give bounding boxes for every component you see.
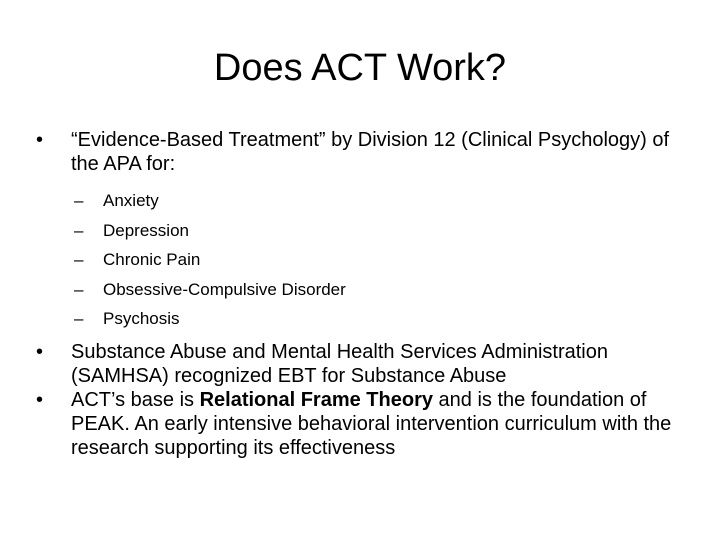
sub-bullet-item: – Chronic Pain [74,250,201,269]
bullet-marker: • [36,388,44,411]
sub-bullet-item: – Depression [74,220,189,240]
sub-bullet-item: – Anxiety [74,191,159,210]
sub-bullet-item: – Psychosis [74,309,180,328]
bullet-text: Substance Abuse and Mental Health Services Administration (SAMHSA) recognized EBT for Substance Abuse [71,340,608,387]
bullet-item [36,340,696,388]
slide-body [36,128,696,460]
bullet-marker: • [36,340,44,363]
bullet-text: “Evidence-Based Treatment” by Division 12 (Clinical Psychology) of the APA for: [71,129,670,175]
bullet-text: ACT’s base is Relational Frame Theory and is the foundation of PEAK. An early intensive behavioral intervention curriculum with the research supporting its effectiveness [71,388,672,459]
slide-title: Does ACT Work? [213,47,507,89]
bullet-item [36,388,696,460]
bold-term: Relational Frame Theory [199,388,433,411]
sub-bullet-item: – Obsessive-Compulsive Disorder [74,279,346,299]
sub-bullet-list [36,186,696,334]
bullet-marker: • [36,129,44,151]
bullet-item [36,128,696,176]
